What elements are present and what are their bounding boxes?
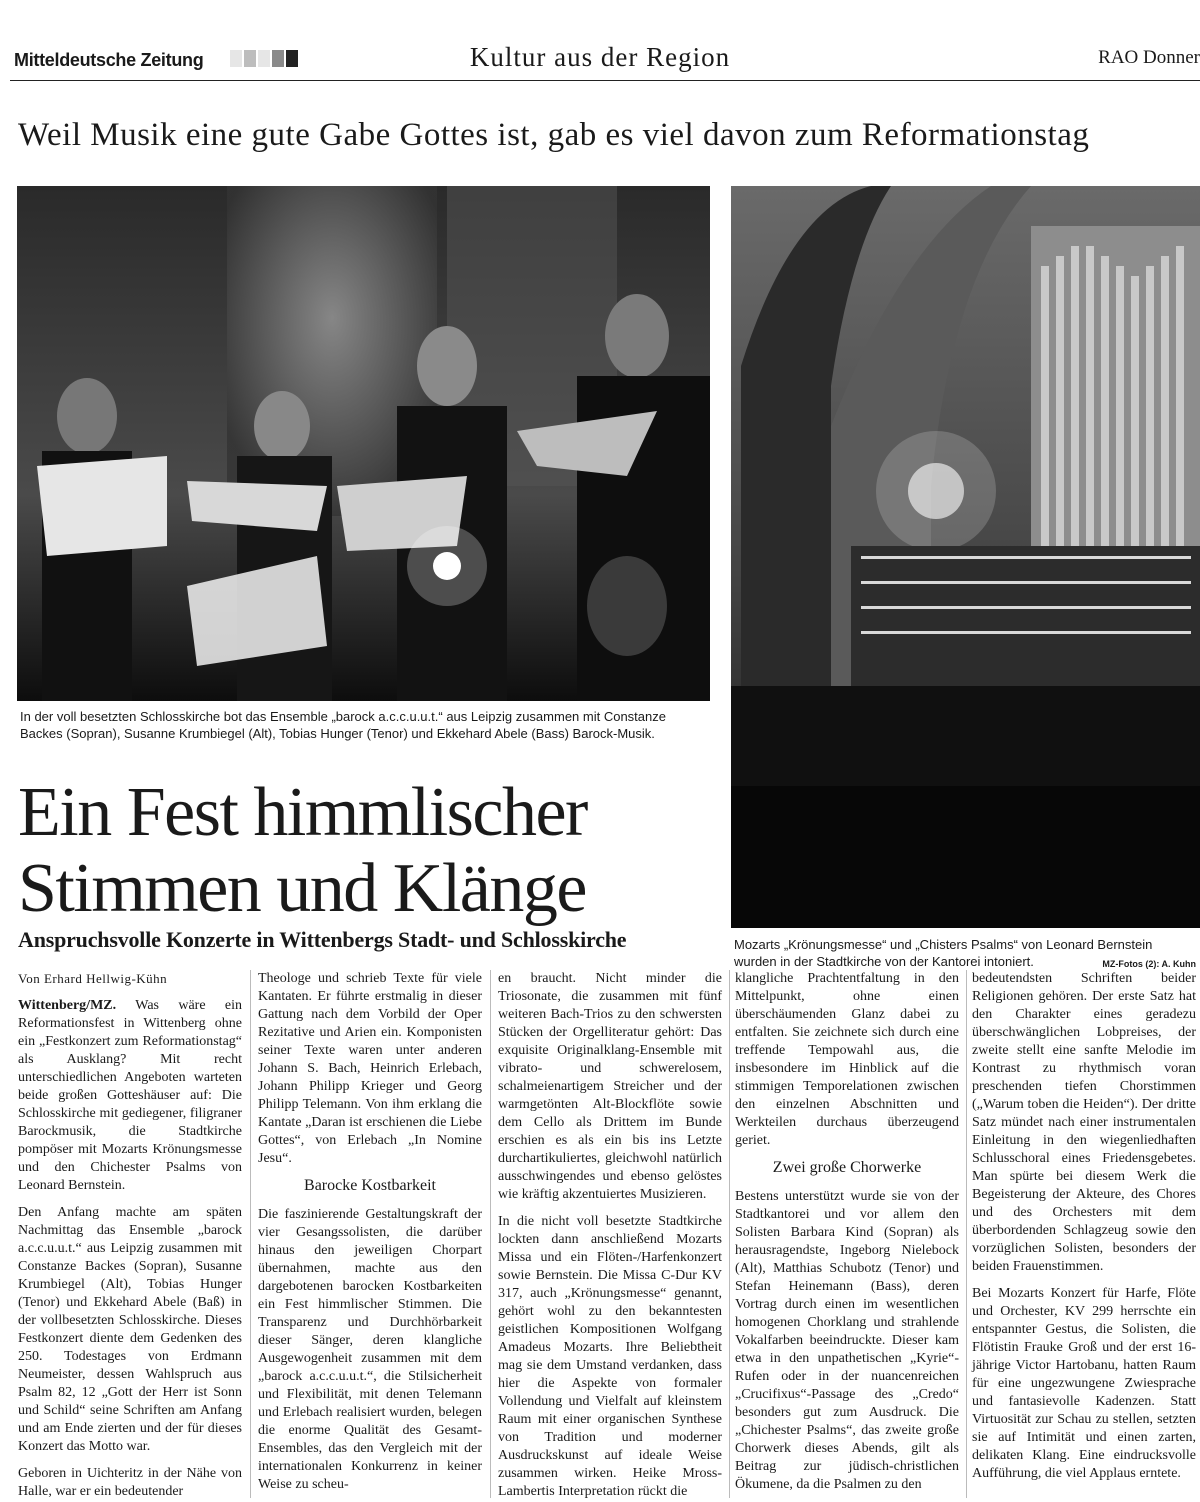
photo-caption-right	[734, 936, 1196, 973]
paragraph: In die nicht voll besetzte Stadtkirche lockten dann anschließend Mozarts Missa und ein Flöten-/Harfenkonzert sowie Bernstein. Die Missa C-Dur KV 317, auch „Krönungsmesse“ genannt, gehört wohl zu den bekanntesten geistlichen Kompositionen Wolfgang Amadeus Mozarts. Ihre Beliebtheit mag sie dem Umstand verdanken, dass hier die Aspekte von formaler Vollendung und Vielfalt auf kleinstem Raum mit einer organischen Synthese von Tradition und moderner Ausdruckskunst auf ideale Weise zusammen wirken. Heike Mross-Lambertis Interpretation rückt die	[498, 1214, 722, 1499]
paragraph: en braucht. Nicht minder die Triosonate, die zusammen mit fünf weiteren Bach-Trios zu den schwersten Stücken der Orgelliteratur gehört: Das exquisite Originalklang-Ensemble mit vibrato- und schwerelosem, schalmeienartigem Streicher und der warmgetönten Alt-Blockflöte sowie dem Cello als Drittem im Bunde erschien es als ein bis ins Letzte durchartikuliertes, gleichwohl natürlich ausschwingendes und ebenso gelöstes wie kräftig akzentuiertes Musizieren.	[498, 971, 722, 1202]
photo-caption-left: In der voll besetzten Schlosskirche bot das Ensemble „barock a.c.c.u.u.t.“ aus Leipzig zusammen mit Constanze Backes (Sopran), Susanne Krumbiegel (Alt), Tobias Hunger (Tenor) und Ekkehard Abele (Bass) Barock-Musik.	[20, 709, 666, 741]
section-title: Kultur aus der Region	[469, 42, 731, 72]
masthead	[0, 0, 1200, 80]
column-rule	[250, 970, 251, 1498]
paragraph: bedeutendsten Schriften beider Religionen gehören. Der erste Satz hat den Charakter eines geradezu überschwänglichen Lobpreises, der zweite stellt eine sanfte Melodie im Kontrast zu rhythmisch voran preschenden tiefen Chorstimmen („Warum toben die Heiden“). Der dritte Satz mündet nach einer instrumentalen Einleitung in den wiegenliedhaften Schlusschoral eines Friedensgebetes. Man spürte bei diesem Werk die Begeisterung der Akteure, des Chores und des Orchesters mit dem überbordenden Schlagzeug sowie den vorzüglichen Solisten, besonders der beiden Frauenstimmen.	[972, 971, 1196, 1274]
masthead-rule	[10, 80, 1200, 81]
headline-line-1: Ein Fest himmlischer	[18, 774, 587, 851]
article-column-3	[498, 970, 722, 1502]
section-subheading: Zwei große Chorwerke	[772, 1159, 922, 1176]
paragraph: klangliche Prachtentfaltung in den Mittelpunkt, ohne einen überschäumenden Glanz dabei zu entfalten. Sie zeichnete sich durch eine treffende Tempowahl aus, die insbesondere im Hinblick auf die stimmigen Temporelationen zwischen den einzelnen Abschnitten und Werkteilen durchaus überzeugend geriet.	[735, 971, 959, 1148]
byline: Von Erhard Hellwig-Kühn	[18, 971, 168, 986]
photo-ensemble	[17, 186, 710, 701]
photo-church	[731, 186, 1200, 928]
paragraph: Die faszinierende Gestaltungskraft der vier Gesangssolisten, die darüber hinaus den jeweiligen Chorpart übernahmen, machte aus den dargebotenen barocken Kostbarkeiten ein Fest himmlischer Stimmen. Die Transparenz und Durchhörbarkeit dieser Sänger, deren klangliche Ausgewogenheit zusammen mit dem „barock a.c.c.u.u.t.“, die Stilsicherheit und Flexibilität, mit denen Telemann und Erlebach realisiert wurden, belegen die enorme Qualität des Gesamt-Ensembles, das den Vergleich mit der internationalen Konkurrenz in keiner Weise zu scheu-	[258, 1207, 482, 1492]
main-headline	[18, 775, 587, 927]
subheadline: Anspruchsvolle Konzerte in Wittenbergs Stadt- und Schlosskirche	[18, 927, 627, 952]
publication-name: Mitteldeutsche Zeitung	[14, 50, 204, 70]
article-column-4	[735, 970, 959, 1502]
photo-credit: MZ-Fotos (2): A. Kuhn	[1102, 959, 1196, 969]
paragraph: Theologe und schrieb Texte für vielе Kantaten. Er führte erstmalig in dieser Gattung nach dem Vorbild der Oper Rezitative und Arien ein. Komponisten seiner Texte waren unter anderen Johann S. Bach, Heinrich Erlebach, Johann Philipp Krieger und Georg Philipp Telemann. Von ihm erklang die Kantate „Daran ist erschienen die Liebe Gottes“, von Erlebach „In Nomine Jesu“.	[258, 971, 482, 1166]
caption-right-text: Mozarts „Krönungsmesse“ und „Chisters Psalms“ von Leonard Bernstein wurden in der Stadtkirche von der Kantorei intoniert.	[734, 937, 1153, 969]
article-column-2	[258, 970, 482, 1502]
headline-line-2: Stimmen und Klänge	[18, 850, 586, 927]
edition-label: RAO Donner	[1098, 47, 1200, 68]
paragraph: Den Anfang machte am späten Nachmittag das Ensemble „barock a.c.c.u.u.t.“ aus Leipzig zusammen mit Constanze Backes (Sopran), Susanne Krumbiegel (Alt), Tobias Hunger (Tenor) und Ekkehard Abele (Baß) in der vollbesetzten Schlosskirche. Dieses Festkonzert diente dem Gedenken des 250. Todestages von Erdmann Neumeister, dessen Wahlspruch aus Psalm 82, 12 „Gott der Herr ist Sonn und Schild“ seine Schriften am Anfang und am Ende zierten und der für dieses Konzert das Motto war.	[18, 1205, 242, 1454]
article-column-5	[972, 970, 1196, 1492]
section-subheading: Barocke Kostbarkeit	[304, 1177, 436, 1194]
paragraph: Bei Mozarts Konzert für Harfe, Flöte und Orchester, KV 299 herrschte ein entspannter Gestus, die Solisten, die Flötistin Frauke Groß und der erst 16-jährige Victor Hartobanu, hatten Raum für eine ungezwungene Zwiesprache und fantasievolle Kadenzen. Statt Virtuosität zur Schau zu stellen, setzten sie auf Intimität und einen zarten, delikaten Klang. Eine eindrucksvolle Aufführung, die viel Applaus erntete.	[972, 1286, 1196, 1481]
paragraph: Geboren in Uichteritz in der Nähe von Halle, war er ein bedeutender	[18, 1466, 242, 1499]
paragraph	[18, 997, 242, 1195]
dateline: Wittenberg/MZ.	[18, 998, 117, 1013]
column-rule	[490, 970, 491, 1498]
kicker-headline: Weil Musik eine gute Gabe Gottes ist, gab es viel davon zum Reformationstag	[18, 117, 1090, 153]
column-rule	[729, 970, 730, 1498]
paragraph: Bestens unterstützt wurde sie von der Stadtkantorei und vor allem den Solisten Barbara Kind (Sopran) als herausragendste, Ingeborg Nielebock (Alt), Matthias Schubotz (Tenor) und Stefan Heinemann (Bass), deren Vortrag durch einen im wesentlichen homogenen Chorklang und strahlende Vokalfarben beeindruckte. Dieser kam etwa in den unpathetischen „Kyrie“-Rufen oder in der nuancenreichen „Crucifixus“-Passage des „Credo“ besonders gut zum Ausdruck. Die „Chichester Psalms“, das zweite große Chorwerk dieses Abends, gilt als Beitrag zur jüdisch-christlichen Ökumene, da die Psalmen zu den	[735, 1189, 959, 1492]
article-column-1	[18, 970, 242, 1502]
column-rule	[966, 970, 967, 1498]
paragraph-text: Was wäre ein Reformationsfest in Wittenberg ohne ein „Festkonzert zum Reformationstag“ als Ausklang? Mit recht unterschiedlichen Angeboten warteten beide großen Gotteshäuser auf: Die Schlosskirche mit gediegener, filigraner Barockmusik, die Stadtkirche pompöser mit Mozarts Krönungsmesse und den Chichester Psalms von Leonard Bernstein.	[18, 998, 243, 1193]
